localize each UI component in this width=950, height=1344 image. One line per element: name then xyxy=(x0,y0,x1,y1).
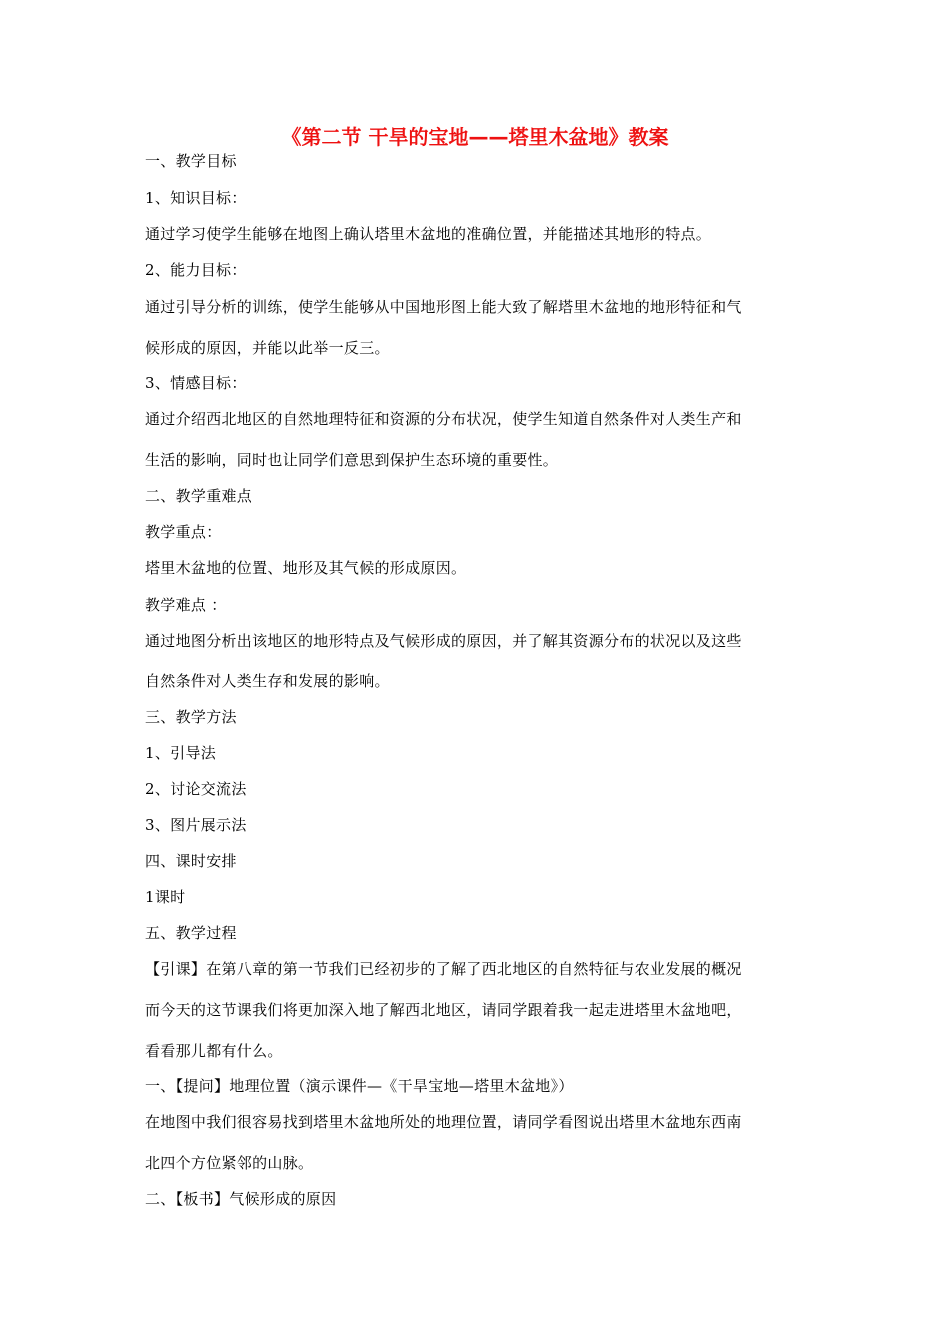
paragraph-knowledge-goal: 通过学习使学生能够在地图上确认塔里木盆地的准确位置，并能描述其地形的特点。 xyxy=(145,225,712,243)
paragraph-emotion-goal-line1: 通过介绍西北地区的自然地理特征和资源的分布状况，使学生知道自然条件对人类生产和 xyxy=(145,410,742,428)
subheading-key-point: 教学重点： xyxy=(145,523,222,541)
paragraph-intro-line2: 而今天的这节课我们将更加深入地了解西北地区，请同学跟着我一起走进塔里木盆地吧， xyxy=(145,1001,742,1019)
subheading-difficult-point: 教学难点 ： xyxy=(145,596,227,614)
paragraph-location-line1: 在地图中我们很容易找到塔里木盆地所处的地理位置，请同学看图说出塔里木盆地东西南 xyxy=(145,1113,742,1131)
paragraph-difficult-point-line1: 通过地图分析出该地区的地形特点及气候形成的原因，并了解其资源分布的状况以及这些 xyxy=(145,632,742,650)
section-heading-process: 五、教学过程 xyxy=(145,924,237,942)
paragraph-intro-line1: 【引课】在第八章的第一节我们已经初步的了解了西北地区的自然特征与农业发展的概况 xyxy=(145,960,742,978)
paragraph-intro-line3: 看看那儿都有什么。 xyxy=(145,1042,283,1060)
subheading-emotion-goal: 3、情感目标： xyxy=(145,374,247,392)
section-heading-schedule: 四、课时安排 xyxy=(145,852,237,870)
document-title: 《第二节 干旱的宝地——塔里木盆地》教案 xyxy=(281,125,669,149)
list-item-method-2: 2、讨论交流法 xyxy=(145,780,247,798)
subheading-knowledge-goal: 1、知识目标： xyxy=(145,189,247,207)
paragraph-emotion-goal-line2: 生活的影响，同时也让同学们意思到保护生态环境的重要性。 xyxy=(145,451,559,469)
list-item-method-3: 3、图片展示法 xyxy=(145,816,247,834)
section-heading-key-points: 二、教学重难点 xyxy=(145,487,253,505)
paragraph-ability-goal-line1: 通过引导分析的训练，使学生能够从中国地形图上能大致了解塔里木盆地的地形特征和气 xyxy=(145,298,742,316)
section-heading-methods: 三、教学方法 xyxy=(145,708,237,726)
paragraph-difficult-point-line2: 自然条件对人类生存和发展的影响。 xyxy=(145,672,390,690)
paragraph-ability-goal-line2: 候形成的原因，并能以此举一反三。 xyxy=(145,339,390,357)
section-heading-objectives: 一、教学目标 xyxy=(145,152,237,170)
subheading-ability-goal: 2、能力目标： xyxy=(145,261,247,279)
list-item-method-1: 1、引导法 xyxy=(145,744,217,762)
subheading-climate-causes: 二、【板书】气候形成的原因 xyxy=(145,1190,337,1208)
paragraph-key-point: 塔里木盆地的位置、地形及其气候的形成原因。 xyxy=(145,559,467,577)
paragraph-location-line2: 北四个方位紧邻的山脉。 xyxy=(145,1154,314,1172)
paragraph-schedule: 1课时 xyxy=(145,888,186,906)
subheading-location-question: 一、【提问】地理位置（演示课件—《干旱宝地—塔里木盆地》） xyxy=(145,1077,574,1095)
